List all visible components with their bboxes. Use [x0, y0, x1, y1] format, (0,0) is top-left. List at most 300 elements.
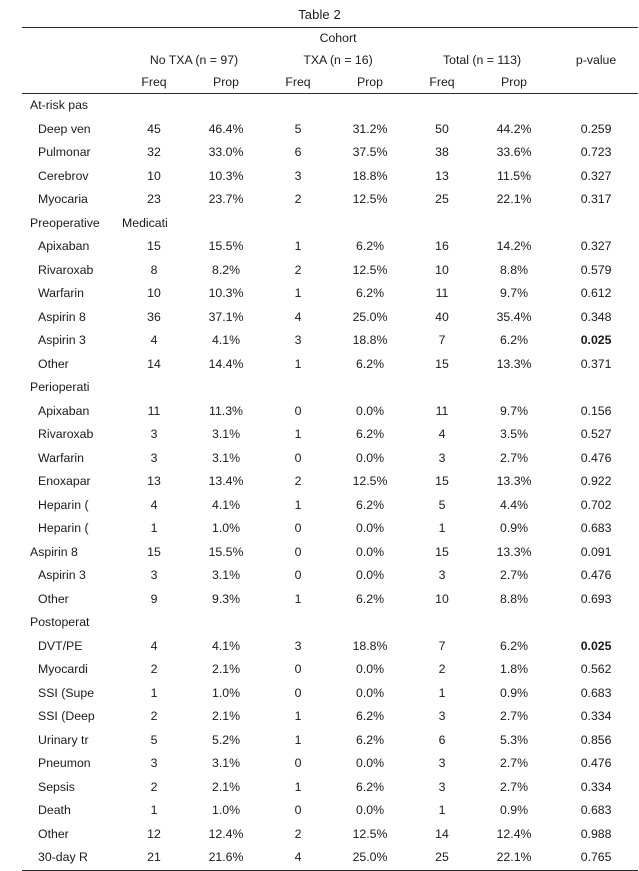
cell-total-freq: 13 [435, 168, 449, 183]
section-sublabel [122, 376, 186, 400]
cell-total-freq: 1 [438, 685, 446, 700]
cell-txa-prop: 18.8% [352, 168, 388, 183]
header-row-subcolumns [22, 71, 638, 94]
cell-txa-freq: 2 [294, 262, 302, 277]
cell-no-txa-prop: 3.1% [211, 568, 241, 582]
cell-total-freq: 40 [435, 309, 449, 324]
cell-total-prop: 6.2% [500, 333, 529, 347]
cell-no-txa-prop: 9.3% [211, 591, 241, 606]
empty-cell [474, 611, 554, 635]
row-label: Other [38, 591, 69, 606]
cell-txa-freq: 2 [294, 826, 302, 841]
cell-no-txa-freq: 32 [147, 145, 161, 159]
row-label: Warfarin [38, 286, 85, 300]
header-row-groups [22, 49, 638, 71]
table-row [22, 846, 638, 870]
header-no-txa-freq: Freq [122, 71, 186, 94]
table-row [22, 353, 638, 377]
table-row [22, 776, 638, 800]
table-row [22, 306, 638, 330]
empty-cell [410, 94, 474, 118]
cell-p-value: 0.723 [580, 145, 612, 159]
row-label: Pneumon [38, 756, 91, 770]
cell-no-txa-freq: 36 [147, 309, 161, 324]
cell-total-prop: 5.3% [500, 732, 529, 747]
cell-no-txa-freq: 13 [147, 474, 161, 488]
row-label: 30-day R [22, 846, 122, 870]
table-row [22, 588, 638, 612]
cell-total-freq: 7 [438, 333, 446, 347]
header-sub-blank [22, 71, 122, 94]
cell-p-value: 0.327 [580, 168, 612, 183]
cell-total-prop: 4.4% [500, 497, 529, 512]
cell-p-value: 0.683 [580, 685, 612, 700]
cell-total-freq: 16 [435, 239, 449, 253]
cell-no-txa-freq: 2 [150, 662, 158, 676]
empty-cell [266, 94, 330, 118]
cell-no-txa-freq: 1 [150, 685, 158, 700]
cell-total-freq: 2 [438, 662, 446, 676]
table-row [22, 541, 638, 565]
row-label: Heparin ( [38, 521, 89, 535]
header-cohort-spacer [554, 28, 638, 50]
cell-no-txa-freq: 1 [150, 521, 158, 535]
cell-txa-freq: 6 [294, 145, 302, 159]
section-label: At-risk pas [30, 98, 89, 112]
table-section-row [22, 376, 638, 400]
cell-txa-freq: 1 [294, 427, 302, 441]
cell-total-prop: 22.1% [496, 192, 532, 206]
cell-p-value: 0.156 [580, 403, 612, 418]
cell-p-value: 0.765 [554, 846, 638, 870]
cell-txa-prop: 0.0% [355, 803, 385, 817]
cell-p-value: 0.922 [580, 474, 612, 488]
row-label: Aspirin 3 [38, 568, 86, 582]
header-row-cohort [22, 28, 638, 50]
table-row [22, 564, 638, 588]
row-label: Myocardi [38, 662, 88, 676]
section-label: Perioperati [30, 380, 90, 394]
cell-total-freq: 50 [435, 121, 449, 136]
cell-txa-freq: 3 [294, 638, 302, 653]
header-total-freq: Freq [410, 71, 474, 94]
table-row [22, 141, 638, 165]
table-row [22, 165, 638, 189]
table-row [22, 682, 638, 706]
table-row [22, 259, 638, 283]
cell-p-value: 0.476 [580, 450, 612, 465]
section-sublabel: Medicati [122, 215, 168, 230]
cell-txa-freq: 1 [294, 709, 302, 723]
table-row [22, 282, 638, 306]
cell-no-txa-freq: 3 [150, 427, 158, 441]
header-group-txa: TXA (n = 16) [303, 53, 373, 67]
cell-txa-freq: 0 [294, 756, 302, 770]
cell-total-prop: 6.2% [500, 638, 529, 653]
cell-p-value: 0.091 [580, 544, 612, 559]
cell-txa-prop: 6.2% [355, 427, 385, 441]
cell-p-value: 0.371 [580, 356, 612, 371]
empty-cell [554, 611, 638, 635]
cell-total-freq: 11 [435, 403, 449, 418]
cell-txa-prop: 12.5% [352, 192, 388, 206]
cell-total-prop: 9.7% [500, 403, 529, 418]
cell-txa-freq: 0 [294, 544, 302, 559]
cell-txa-freq: 3 [294, 333, 302, 347]
table-row [22, 517, 638, 541]
cell-no-txa-prop: 4.1% [211, 497, 241, 512]
cell-p-value: 0.562 [580, 662, 612, 676]
empty-cell [186, 611, 266, 635]
section-label: Preoperative [30, 215, 100, 230]
cell-txa-freq: 0 [294, 450, 302, 465]
cell-total-freq: 15 [435, 356, 449, 371]
cell-total-prop: 35.4% [496, 309, 532, 324]
table-row [22, 423, 638, 447]
empty-cell [186, 212, 266, 236]
cell-p-value: 0.527 [580, 427, 612, 441]
cell-total-freq: 5 [438, 497, 446, 512]
cell-txa-freq: 1 [294, 356, 302, 371]
cell-no-txa-freq: 12 [147, 826, 161, 841]
cell-p-value: 0.702 [580, 497, 612, 512]
table-row [22, 447, 638, 471]
table-row [22, 235, 638, 259]
cell-total-freq: 4 [438, 427, 446, 441]
table-row [22, 470, 638, 494]
cell-txa-prop: 25.0% [352, 309, 388, 324]
row-label: Apixaban [38, 403, 90, 418]
cell-no-txa-prop: 4.1% [211, 638, 241, 653]
row-label: SSI (Deep [38, 709, 95, 723]
cell-total-prop: 8.8% [500, 591, 529, 606]
cell-total-prop: 1.8% [500, 662, 529, 676]
empty-cell [330, 611, 410, 635]
cell-txa-prop: 6.2% [355, 779, 385, 794]
empty-cell [330, 212, 410, 236]
cell-txa-prop: 31.2% [352, 121, 388, 136]
cell-no-txa-freq: 5 [150, 732, 158, 747]
empty-cell [474, 376, 554, 400]
cell-txa-prop: 0.0% [355, 756, 385, 770]
table-body [22, 94, 638, 871]
cell-txa-prop: 6.2% [355, 591, 385, 606]
cell-total-prop: 0.9% [500, 685, 529, 700]
cell-no-txa-prop: 37.1% [208, 309, 244, 324]
cell-total-prop: 2.7% [500, 779, 529, 794]
cell-txa-prop: 6.2% [355, 356, 385, 371]
cell-txa-freq: 0 [294, 662, 302, 676]
empty-cell [554, 94, 638, 118]
cell-no-txa-freq: 10 [147, 168, 161, 183]
row-label: Myocaria [38, 192, 88, 206]
cell-p-value: 0.317 [580, 192, 612, 206]
cell-no-txa-freq: 2 [150, 779, 158, 794]
cell-p-value: 0.856 [580, 732, 612, 747]
table-row [22, 118, 638, 142]
cell-no-txa-prop: 1.0% [211, 685, 241, 700]
cell-total-prop: 11.5% [497, 168, 532, 183]
row-label: Aspirin 3 [38, 333, 86, 347]
cell-txa-prop: 0.0% [355, 450, 385, 465]
row-label: SSI (Supe [38, 685, 95, 700]
empty-cell [474, 94, 554, 118]
cell-p-value: 0.476 [580, 568, 612, 582]
cell-no-txa-freq: 8 [150, 262, 158, 277]
cell-total-freq: 3 [438, 779, 446, 794]
cell-txa-prop: 0.0% [355, 662, 385, 676]
cell-total-prop: 22.1% [474, 846, 554, 870]
cell-txa-freq: 3 [294, 168, 302, 183]
cell-total-prop: 44.2% [496, 121, 532, 136]
cell-no-txa-prop: 2.1% [211, 662, 241, 676]
section-sublabel [122, 611, 186, 635]
cell-txa-prop: 37.5% [352, 145, 388, 159]
cell-p-value: 0.025 [580, 638, 612, 653]
cell-total-prop: 13.3% [496, 544, 532, 559]
row-label: Aspirin 8 [30, 544, 78, 559]
empty-cell [186, 94, 266, 118]
cell-txa-freq: 0 [294, 521, 302, 535]
cell-no-txa-freq: 4 [150, 638, 158, 653]
cell-no-txa-prop: 2.1% [211, 779, 241, 794]
row-label: Other [38, 826, 69, 841]
cell-total-prop: 0.9% [500, 521, 529, 535]
cell-no-txa-prop: 8.2% [211, 262, 241, 277]
cell-txa-prop: 0.0% [355, 403, 385, 418]
cell-txa-freq: 0 [294, 685, 302, 700]
table-row [22, 188, 638, 212]
header-txa-prop: Prop [330, 71, 410, 94]
cell-p-value: 0.334 [580, 709, 612, 723]
cell-p-value: 0.327 [580, 239, 612, 253]
cell-no-txa-freq: 1 [150, 803, 158, 817]
cell-txa-freq: 1 [294, 497, 302, 512]
header-group-total: Total (n = 113) [443, 53, 522, 67]
cell-no-txa-freq: 3 [150, 450, 158, 465]
cell-p-value: 0.693 [580, 591, 612, 606]
table-section-row [22, 611, 638, 635]
statistics-table [22, 27, 638, 871]
row-label: Heparin ( [38, 497, 89, 512]
cell-no-txa-prop: 21.6% [186, 846, 266, 870]
table-row [22, 799, 638, 823]
row-label: Rivaroxab [38, 427, 94, 441]
header-pvalue-spacer [554, 71, 638, 94]
cell-total-prop: 13.3% [496, 356, 532, 371]
cell-txa-freq: 0 [294, 803, 302, 817]
row-label: Sepsis [38, 779, 75, 794]
table-header [22, 28, 638, 94]
cell-txa-prop: 6.2% [355, 286, 385, 300]
cell-total-freq: 7 [438, 638, 446, 653]
cell-no-txa-prop: 2.1% [211, 709, 241, 723]
cell-txa-prop: 6.2% [355, 497, 385, 512]
section-sublabel [122, 94, 186, 118]
empty-cell [266, 212, 330, 236]
empty-cell [330, 94, 410, 118]
row-label: Other [38, 356, 69, 371]
cell-total-prop: 9.7% [500, 286, 529, 300]
cell-p-value: 0.579 [580, 262, 612, 277]
cell-total-prop: 13.3% [496, 474, 532, 488]
cell-total-prop: 3.5% [500, 427, 529, 441]
cell-txa-prop: 12.5% [352, 262, 388, 277]
cell-no-txa-prop: 10.3% [208, 286, 244, 300]
cell-txa-freq: 4 [294, 309, 302, 324]
header-cohort-label: Cohort [122, 28, 554, 50]
cell-no-txa-freq: 21 [122, 846, 186, 870]
cell-total-freq: 15 [435, 544, 449, 559]
table-row [22, 752, 638, 776]
cell-txa-freq: 0 [294, 403, 302, 418]
cell-no-txa-freq: 11 [147, 403, 161, 418]
row-label: Aspirin 8 [38, 309, 86, 324]
cell-p-value: 0.334 [580, 779, 612, 794]
cell-no-txa-freq: 9 [150, 591, 158, 606]
cell-total-freq: 10 [435, 262, 449, 277]
row-label: Cerebrov [38, 168, 89, 183]
cell-txa-prop: 0.0% [355, 685, 385, 700]
cell-txa-freq: 1 [294, 591, 302, 606]
empty-cell [410, 611, 474, 635]
cell-no-txa-freq: 45 [147, 121, 161, 136]
cell-no-txa-prop: 15.5% [208, 544, 244, 559]
cell-no-txa-freq: 14 [147, 356, 161, 371]
cell-no-txa-prop: 5.2% [211, 732, 241, 747]
header-total-prop: Prop [474, 71, 554, 94]
cell-txa-freq: 1 [294, 779, 302, 794]
table-row [22, 729, 638, 753]
cell-total-freq: 14 [435, 826, 449, 841]
cell-no-txa-prop: 33.0% [208, 145, 244, 159]
empty-cell [554, 376, 638, 400]
cell-txa-prop: 0.0% [355, 568, 385, 582]
cell-p-value: 0.025 [580, 333, 612, 347]
table-row [22, 705, 638, 729]
cell-p-value: 0.476 [580, 756, 612, 770]
table-row [22, 400, 638, 424]
cell-no-txa-freq: 3 [150, 568, 158, 582]
row-label: DVT/PE [38, 638, 83, 653]
cell-txa-prop: 18.8% [352, 638, 388, 653]
cell-no-txa-prop: 46.4% [208, 121, 244, 136]
cell-txa-prop: 12.5% [352, 474, 388, 488]
cell-no-txa-prop: 12.4% [208, 826, 244, 841]
cell-no-txa-freq: 15 [147, 239, 161, 253]
table-row [22, 658, 638, 682]
cell-no-txa-prop: 15.5% [208, 239, 244, 253]
cell-total-prop: 2.7% [500, 568, 529, 582]
cell-no-txa-prop: 3.1% [211, 450, 241, 465]
cell-no-txa-prop: 10.3% [208, 168, 244, 183]
cell-total-freq: 3 [438, 450, 446, 465]
cell-no-txa-prop: 11.3% [209, 403, 243, 418]
table-row [22, 823, 638, 847]
cell-no-txa-freq: 4 [150, 333, 158, 347]
cell-no-txa-freq: 4 [150, 497, 158, 512]
cell-no-txa-prop: 13.4% [208, 474, 244, 488]
cell-total-freq: 38 [435, 145, 449, 159]
cell-total-prop: 0.9% [500, 803, 529, 817]
header-group-no-txa: No TXA (n = 97) [149, 53, 239, 67]
cell-no-txa-prop: 23.7% [208, 192, 244, 206]
row-label: Pulmonar [38, 145, 91, 159]
table-row [22, 635, 638, 659]
row-label: Urinary tr [38, 732, 89, 747]
cell-txa-freq: 5 [294, 121, 302, 136]
table-section-row [22, 94, 638, 118]
header-group-blank [22, 49, 122, 71]
cell-p-value: 0.259 [580, 121, 612, 136]
table-row [22, 494, 638, 518]
row-label: Rivaroxab [38, 262, 94, 277]
table-row [22, 329, 638, 353]
cell-total-prop: 12.4% [496, 826, 532, 841]
empty-cell [266, 611, 330, 635]
cell-txa-prop: 6.2% [355, 239, 385, 253]
cell-no-txa-prop: 4.1% [211, 333, 241, 347]
cell-no-txa-prop: 3.1% [211, 756, 241, 770]
empty-cell [474, 212, 554, 236]
empty-cell [330, 376, 410, 400]
empty-cell [266, 376, 330, 400]
cell-total-freq: 11 [435, 286, 449, 300]
cell-no-txa-prop: 1.0% [211, 803, 241, 817]
cell-no-txa-freq: 23 [147, 192, 161, 206]
cell-txa-freq: 1 [294, 239, 302, 253]
header-corner-blank [22, 28, 122, 50]
table-section-row [22, 212, 638, 236]
cell-txa-prop: 18.8% [352, 333, 388, 347]
cell-total-freq: 1 [438, 803, 446, 817]
cell-total-freq: 25 [410, 846, 474, 870]
cell-no-txa-prop: 1.0% [211, 521, 241, 535]
cell-txa-prop: 12.5% [352, 826, 388, 841]
table-title: Table 2 [298, 7, 341, 22]
row-label: Deep ven [38, 121, 91, 136]
cell-p-value: 0.988 [580, 826, 612, 841]
cell-txa-prop: 6.2% [355, 732, 385, 747]
cell-total-freq: 10 [435, 591, 449, 606]
row-label: Enoxapar [38, 474, 91, 488]
empty-cell [554, 212, 638, 236]
cell-total-freq: 25 [435, 192, 449, 206]
header-p-value: p-value [575, 53, 617, 67]
cell-total-prop: 8.8% [500, 262, 529, 277]
cell-total-freq: 15 [435, 474, 449, 488]
header-no-txa-prop: Prop [186, 71, 266, 94]
empty-cell [410, 376, 474, 400]
cell-no-txa-prop: 14.4% [208, 356, 244, 371]
row-label: Apixaban [38, 239, 90, 253]
cell-total-prop: 2.7% [500, 756, 529, 770]
cell-txa-prop: 0.0% [355, 521, 385, 535]
empty-cell [186, 376, 266, 400]
cell-p-value: 0.683 [580, 521, 612, 535]
cell-txa-freq: 0 [294, 568, 302, 582]
empty-cell [410, 212, 474, 236]
cell-total-prop: 2.7% [500, 709, 529, 723]
cell-txa-prop: 6.2% [355, 709, 385, 723]
cell-total-freq: 3 [438, 709, 446, 723]
row-label: Death [38, 803, 71, 817]
cell-no-txa-prop: 3.1% [211, 427, 241, 441]
cell-total-freq: 1 [438, 521, 446, 535]
cell-txa-freq: 1 [294, 732, 302, 747]
cell-no-txa-freq: 2 [150, 709, 158, 723]
cell-txa-freq: 2 [294, 192, 302, 206]
